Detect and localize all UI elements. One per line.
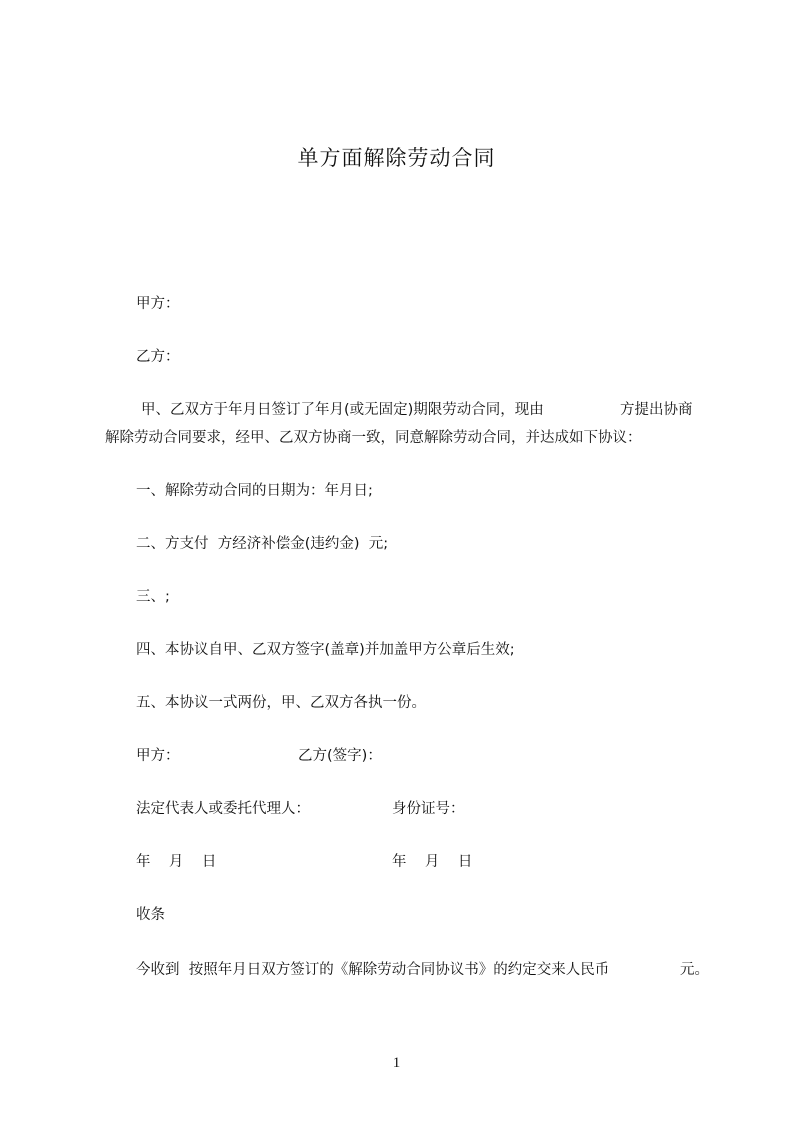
- signature-party-a: 甲方：: [136, 748, 180, 764]
- party-a-label: 甲方：: [136, 296, 180, 312]
- signature-party-b: 乙方(签字)：: [298, 748, 382, 764]
- clause-3: 三、;: [136, 589, 170, 605]
- intro-line2: 解除劳动合同要求，经甲、乙双方协商一致，同意解除劳动合同，并达成如下协议：: [105, 430, 642, 446]
- intro-line1-part1: 甲、乙双方于年月日签订了年月(或无固定)期限劳动合同，现由: [141, 402, 544, 418]
- legal-representative-label: 法定代表人或委托代理人：: [136, 801, 310, 817]
- clause-2: 二、方支付 方经济补偿金(违约金) 元;: [136, 536, 389, 552]
- page-number: 1: [392, 1055, 401, 1071]
- document-title: 单方面解除劳动合同: [297, 146, 496, 170]
- intro-line1-part2: 方提出协商: [620, 402, 693, 418]
- party-b-label: 乙方：: [136, 349, 180, 365]
- clause-4: 四、本协议自甲、乙双方签字(盖章)并加盖甲方公章后生效;: [136, 642, 515, 658]
- clause-5: 五、本协议一式两份，甲、乙双方各执一份。: [136, 695, 426, 711]
- receipt-text-part1: 今收到 按照年月日双方签订的《解除劳动合同协议书》的约定交来人民币: [136, 962, 610, 978]
- receipt-title: 收条: [136, 907, 165, 923]
- date-right: 年 月 日: [392, 854, 473, 870]
- date-left: 年 月 日: [136, 854, 217, 870]
- clause-1: 一、解除劳动合同的日期为：年月日;: [136, 483, 373, 499]
- id-number-label: 身份证号：: [392, 801, 465, 817]
- receipt-text-part2: 元。: [680, 962, 709, 978]
